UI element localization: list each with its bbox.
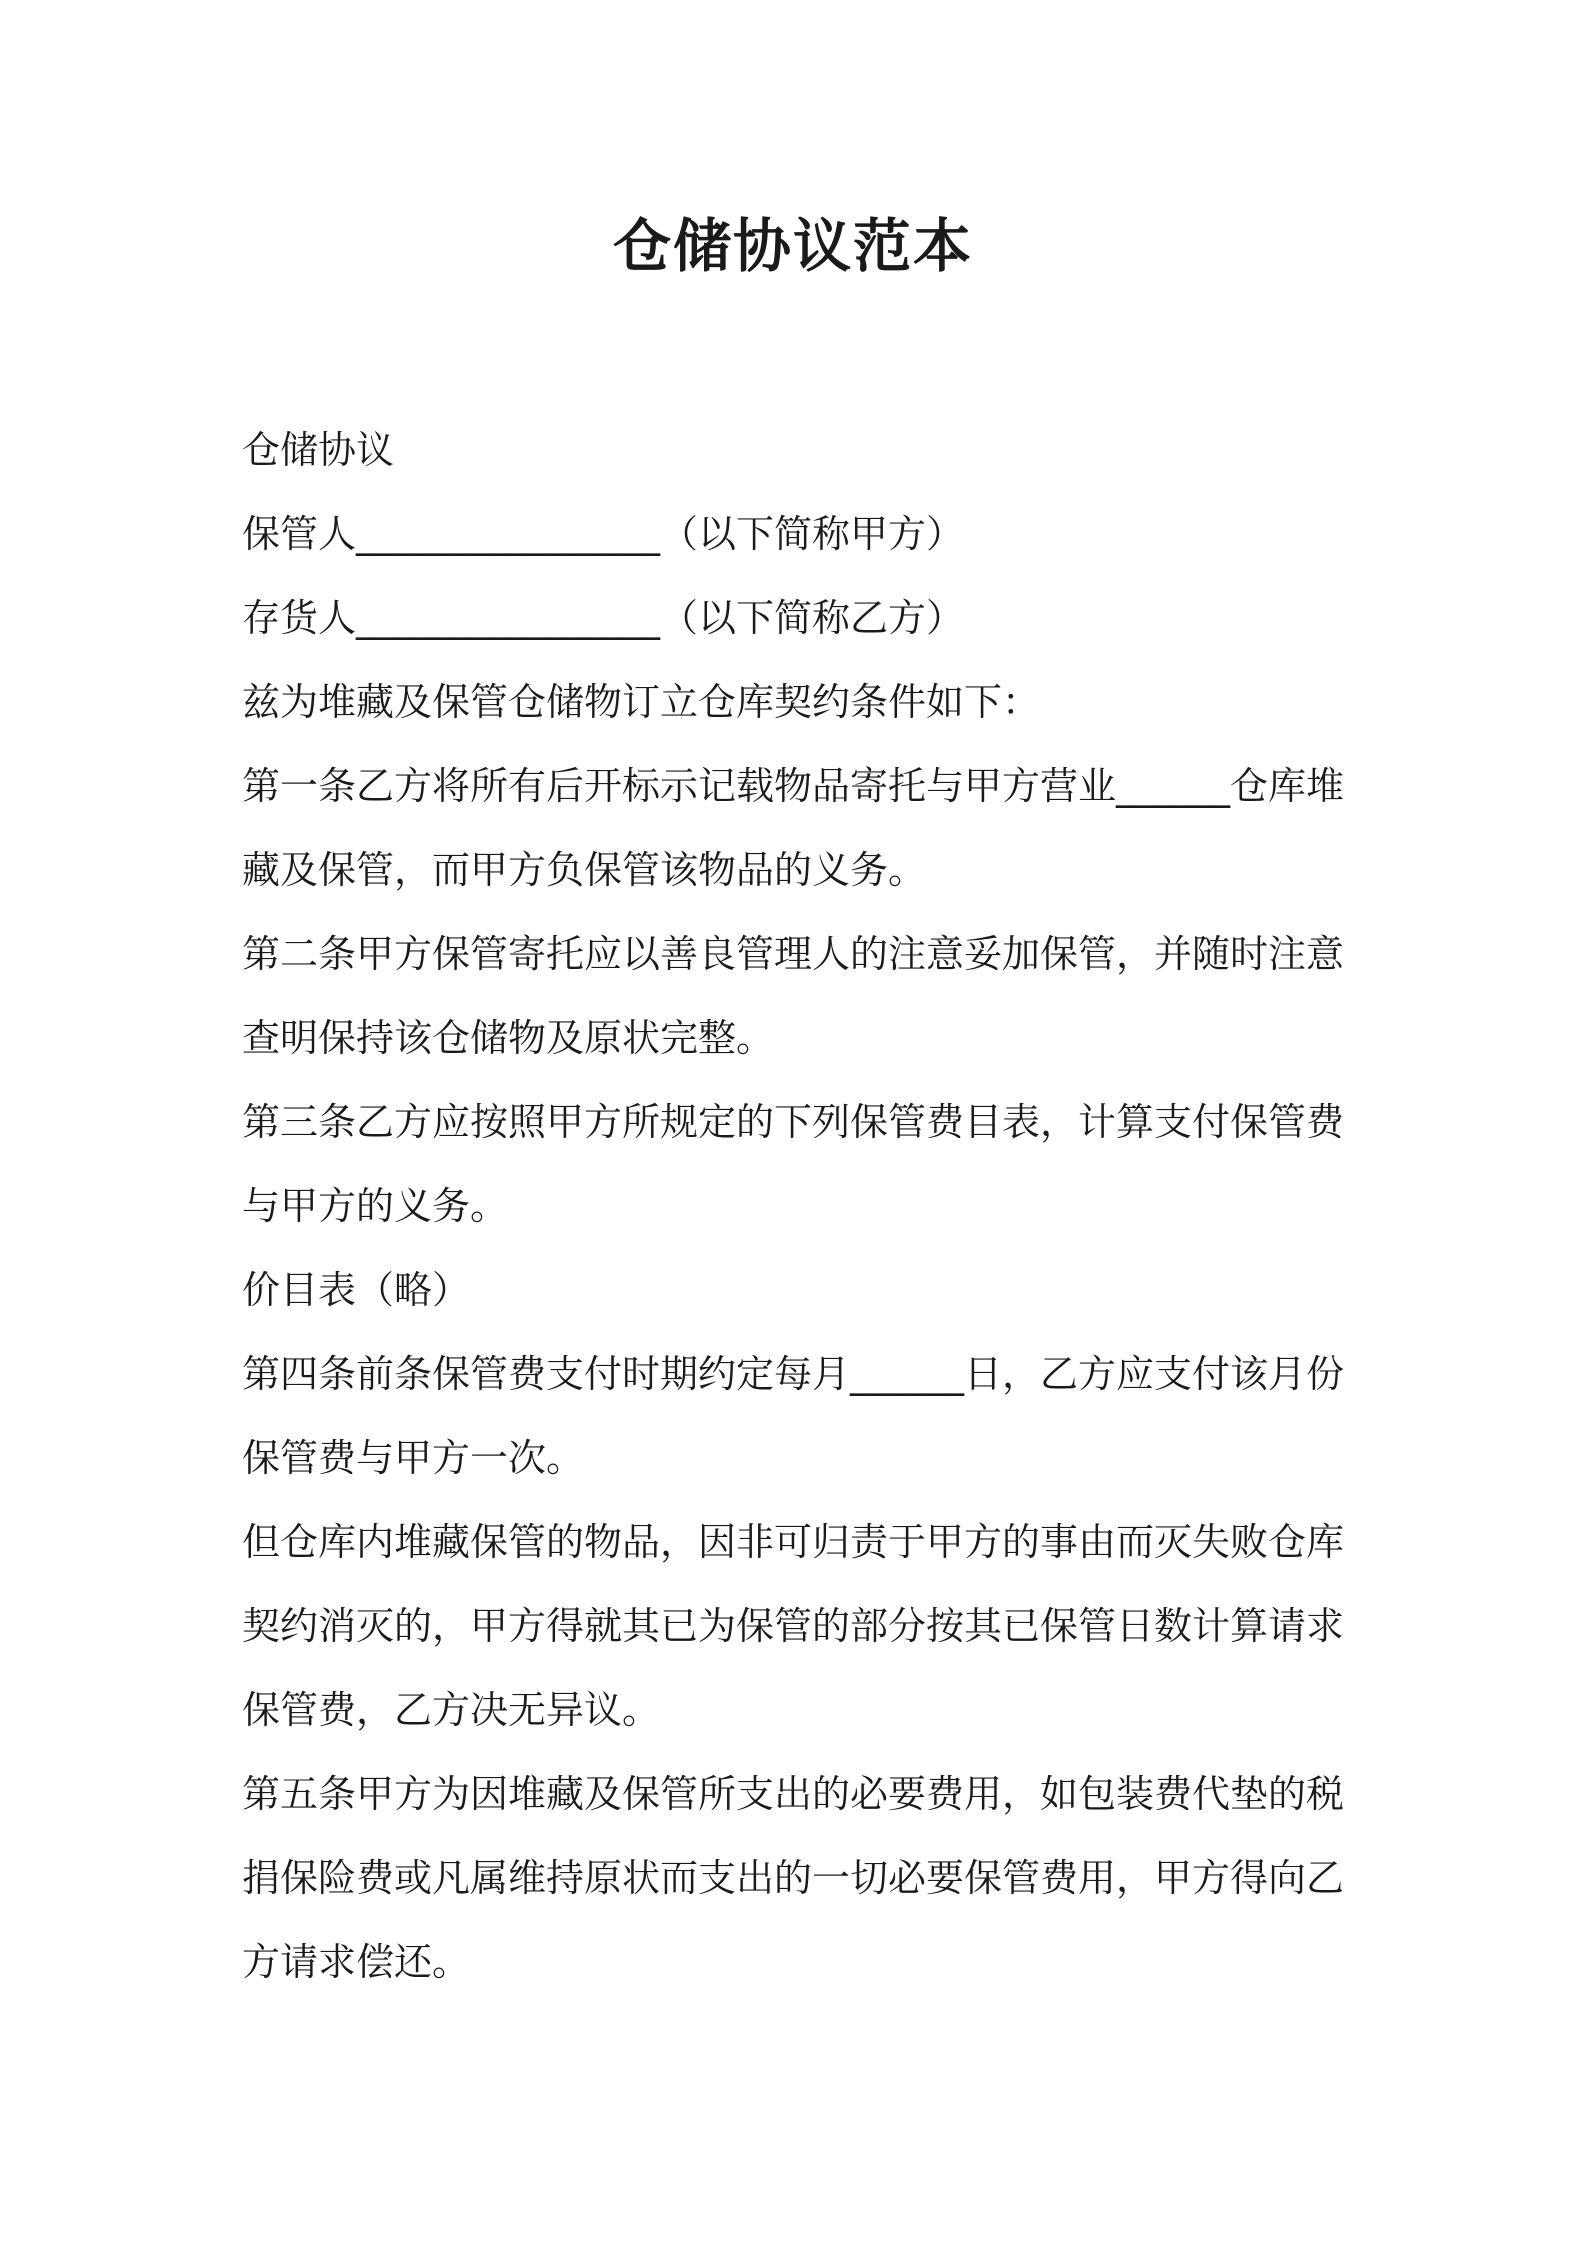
clause-4: 第四条前条保管费支付时期约定每月______日，乙方应支付该月份保管费与甲方一次。 xyxy=(242,1352,1345,1480)
section-heading: 仓储协议 xyxy=(242,428,395,472)
clause-5: 第五条甲方为因堆藏及保管所支出的必要费用，如包装费代垫的税捐保险费或凡属维持原状而支出的一切必要保管费用，甲方得向乙方请求偿还。 xyxy=(242,1772,1345,1984)
clause-2: 第二条甲方保管寄托应以善良管理人的注意妥加保管，并随时注意查明保持该仓储物及原状完整。 xyxy=(242,932,1345,1060)
depositor-line: 存货人________________（以下简称乙方） xyxy=(242,596,965,640)
price-list-note: 价目表（略） xyxy=(242,1268,471,1312)
clause-3: 第三条乙方应按照甲方所规定的下列保管费目表，计算支付保管费与甲方的义务。 xyxy=(242,1100,1345,1228)
custodian-line: 保管人________________（以下简称甲方） xyxy=(242,512,965,556)
preamble: 兹为堆藏及保管仓储物订立仓库契约条件如下： xyxy=(242,680,1041,724)
document-title: 仓储协议范本 xyxy=(612,212,973,280)
document-body xyxy=(242,408,1360,2004)
clause-1: 第一条乙方将所有后开标示记载物品寄托与甲方营业______仓库堆藏及保管，而甲方负保管该物品的义务。 xyxy=(242,764,1345,892)
clause-4-supplement: 但仓库内堆藏保管的物品，因非可归责于甲方的事由而灭失败仓库契约消灭的，甲方得就其已为保管的部分按其已保管日数计算请求保管费，乙方决无异议。 xyxy=(242,1520,1345,1732)
